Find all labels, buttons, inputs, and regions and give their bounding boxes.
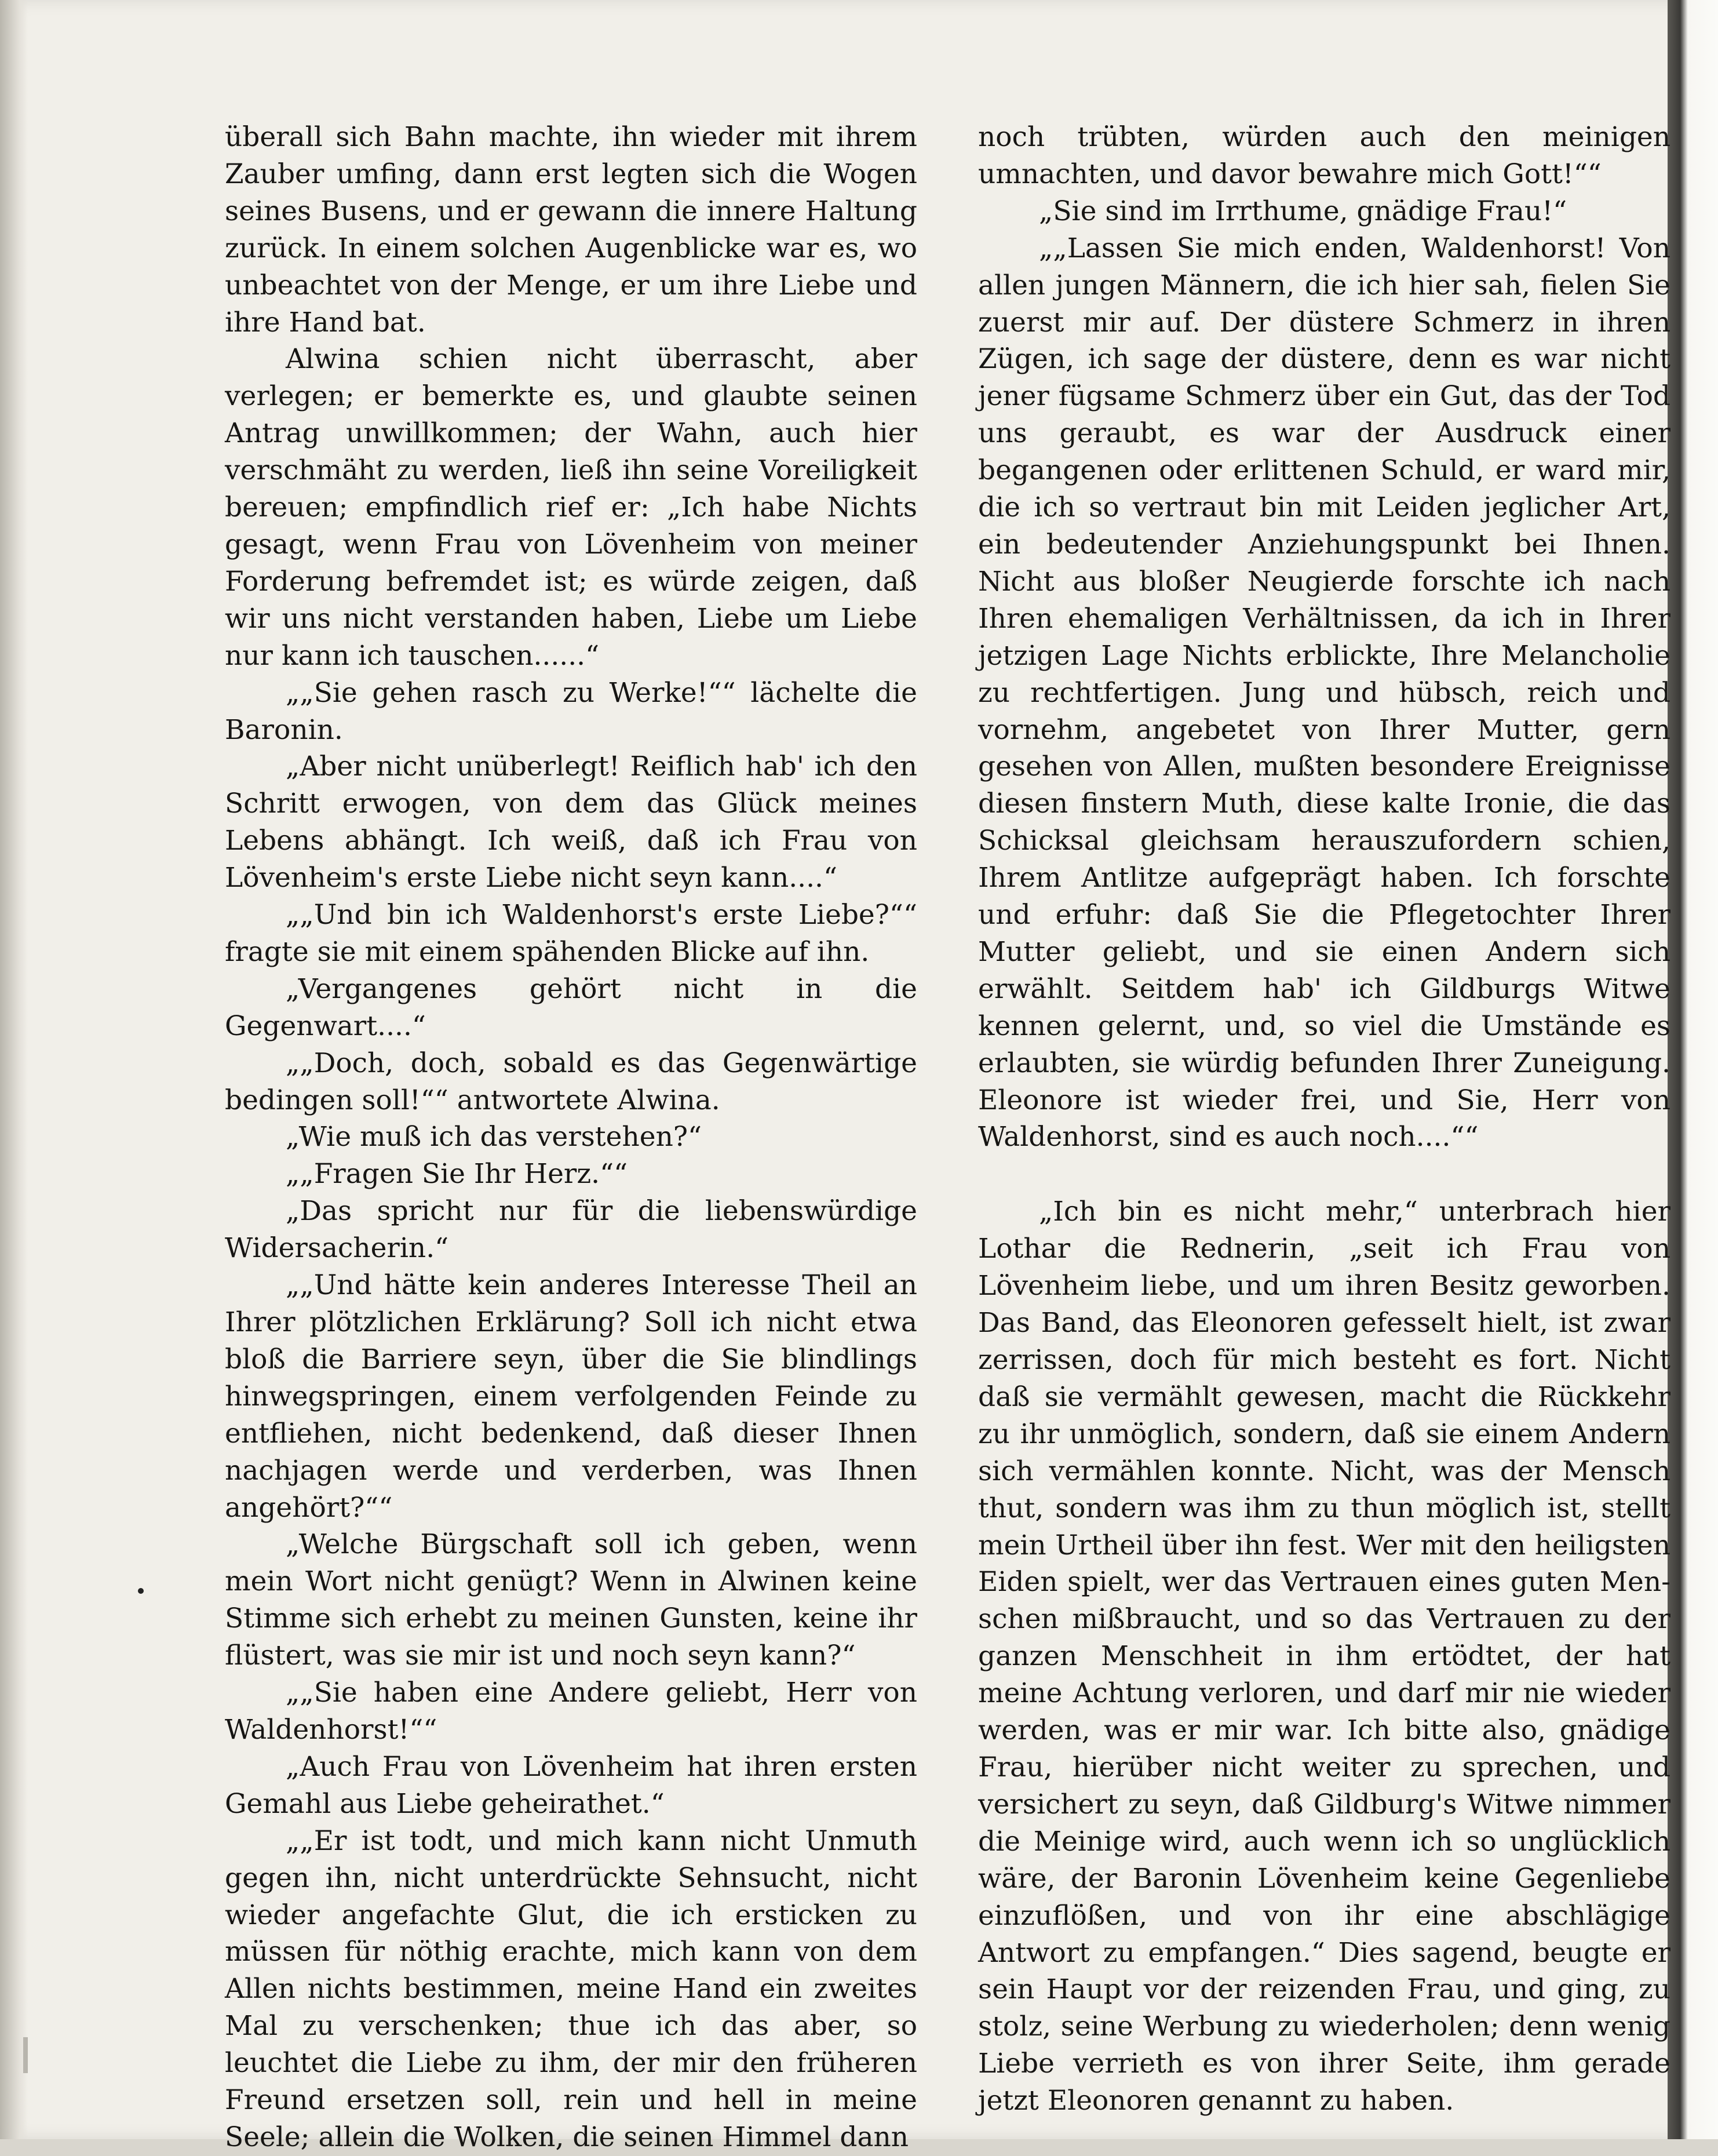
paragraph: „Das spricht nur für die liebenswürdige Widersacherin.“ (225, 1195, 917, 1265)
paragraph: „Ich bin es nicht mehr,“ unterbrach hier Lothar die Rednerin, „seit ich Frau von Lövenheim liebe, und um ihren Besitz geworben. Das Band, das Eleonoren gefesselt hielt, ist zwar zerrissen, doch für mich besteht es fort. Nicht daß sie vermählt gewesen, macht die Rückkehr zu ihr unmöglich, sondern, daß sie einem Andern sich vermählen konnte. Nicht, was der Mensch thut, sondern was ihm zu thun möglich ist, stellt mein Urtheil über ihn fest. Wer mit den heiligsten Eiden spielt, wer das Vertrauen eines guten Menschen mißbraucht, und so das Vertrauen zu der ganzen Menschheit in ihm ertödtet, der hat meine Achtung verloren, und darf mir nie wieder werden, was er mir war. Ich bitte also, gnädige Frau, hierüber nicht weiter zu sprechen, und versichert zu seyn, daß Gildburg's Witwe nimmer die Meinige wird, auch wenn ich so unglücklich wäre, der Baronin Lövenheim keine Gegenliebe einzuflößen, und von ihr eine abschlägige Antwort zu empfangen.“ Dies sagend, beugte er sein Haupt vor der reizenden Frau, und ging, zu stolz, seine Werbung zu wiederholen; denn wenig Liebe verrieth es von ihrer Seite, ihm gerade jetzt Eleonoren genannt zu haben. (978, 1196, 1670, 2117)
paragraph: „„Lassen Sie mich enden, Waldenhorst! Von allen jungen Männern, die ich hier sah, fielen Sie zuerst mir auf. Der düstere Schmerz in ihren Zügen, ich sage der düstere, denn es war nicht jener fügsame Schmerz über ein Gut, das der Tod uns geraubt, es war der Ausdruck einer begangenen oder erlittenen Schuld, er ward mir, die ich so vertraut bin mit Leiden jeglicher Art, ein bedeutender Anziehungspunkt bei Ihnen. Nicht aus bloßer Neugierde forschte ich nach Ihren ehemaligen Verhältnissen, da ich in Ihrer jetzigen Lage Nichts erblickte, Ihre Melancholie zu rechtfertigen. Jung und hübsch, reich und vornehm, angebetet von Ihrer Mutter, gern gesehen von Allen, mußten besondere Ereignisse diesen finstern Muth, diese kalte Ironie, die das Schicksal gleichsam herauszufordern schien, Ihrem Antlitze aufgeprägt haben. Ich forschte und erfuhr: daß Sie die Pflegetochter Ihrer Mutter geliebt, und sie einen Andern sich erwählt. Seitdem hab' ich Gildburgs Witwe kennen gelernt, und, so viel die Umstände es erlaubten, sie würdig befunden Ihrer Zuneigung. Eleonore ist wieder frei, und Sie, Herr von Waldenhorst, sind es auch noch....““ (978, 232, 1670, 1153)
paragraph: „Wie muß ich das verstehen?“ (286, 1121, 702, 1153)
paragraph: „„Sie haben eine Andere geliebt, Herr von Waldenhorst!““ (225, 1677, 917, 1746)
paragraph: Alwina schien nicht überrascht, aber verlegen; er bemerkte es, und glaubte seinen Antrag unwillkommen; der Wahn, auch hier verschmäht zu werden, ließ ihn seine Voreiligkeit bereuen; empfindlich rief er: „Ich habe Nichts gesagt, wenn Frau von Lövenheim von meiner Forderung befremdet ist; es würde zeigen, daß wir uns nicht verstanden haben, Liebe um Liebe nur kann ich tauschen......“ (225, 343, 917, 672)
paragraph: „„Fragen Sie Ihr Herz.““ (286, 1158, 628, 1190)
page-right-edge (1668, 0, 1718, 2139)
left-text-column (225, 119, 917, 2156)
paragraph: überall sich Bahn machte, ihn wieder mit ihrem Zauber umfing, dann erst legten sich die Wogen seines Busens, und er gewann die innere Haltung zurück. In einem solchen Augenblicke war es, wo unbeachtet von der Menge, er um ihre Liebe und ihre Hand bat. (225, 121, 917, 338)
margin-dot-mark (138, 1588, 144, 1594)
paragraph: „Vergangenes gehört nicht in die Gegenwart....“ (225, 973, 917, 1042)
paragraph: „„Doch, doch, sobald es das Gegenwärtige bedingen soll!““ antwortete Alwina. (225, 1047, 917, 1116)
paragraph: „„Sie gehen rasch zu Werke!““ lächelte die Baronin. (225, 676, 917, 746)
paragraph: „Auch Frau von Lövenheim hat ihren ersten Gemahl aus Liebe geheirathet.“ (225, 1750, 917, 1820)
paragraph: „„Und hätte kein anderes Interesse Theil an Ihrer plötzlichen Erklärung? Soll ich nicht etwa bloß die Barriere seyn, über die Sie blindlings hinwegspringen, einem verfolgenden Feinde zu entfliehen, nicht bedenkend, daß dieser Ihnen nachjagen werde und verderben, was Ihnen angehört?““ (225, 1269, 917, 1524)
paragraph: „Aber nicht unüberlegt! Reiflich hab' ich den Schritt erwogen, von dem das Glück meines Lebens abhängt. Ich weiß, daß ich Frau von Lövenheim's erste Liebe nicht seyn kann....“ (225, 751, 917, 894)
spine-mark (23, 2037, 28, 2073)
paragraph: „„Und bin ich Waldenhorst's erste Liebe?““ fragte sie mit einem spähenden Blicke auf ihn. (225, 899, 917, 968)
paragraph: „Welche Bürgschaft soll ich geben, wenn mein Wort nicht genügt? Wenn in Alwinen keine Stimme sich erhebt zu meinen Gunsten, keine ihr flüstert, was sie mir ist und noch seyn kann?“ (225, 1528, 917, 1672)
paragraph: „„Er ist todt, und mich kann nicht Unmuth gegen ihn, nicht unterdrückte Sehnsucht, nicht wieder angefachte Glut, die ich ersticken zu müssen für nöthig erachte, mich kann von dem Allen nichts bestimmen, meine Hand ein zweites Mal zu verschenken; thue ich das aber, so leuchtet die Liebe zu ihm, der mir den früheren Freund ersetzen soll, rein und hell in meine Seele; allein die Wolken, die seinen Himmel dann (225, 1824, 917, 2153)
right-text-column (978, 119, 1670, 2119)
paragraph: noch trübten, würden auch den meinigen umnachten, und davor bewahre mich Gott!““ (978, 121, 1670, 190)
page-gutter-shadow (0, 0, 28, 2139)
paragraph: „Sie sind im Irrthume, gnädige Frau!“ (1039, 195, 1567, 227)
